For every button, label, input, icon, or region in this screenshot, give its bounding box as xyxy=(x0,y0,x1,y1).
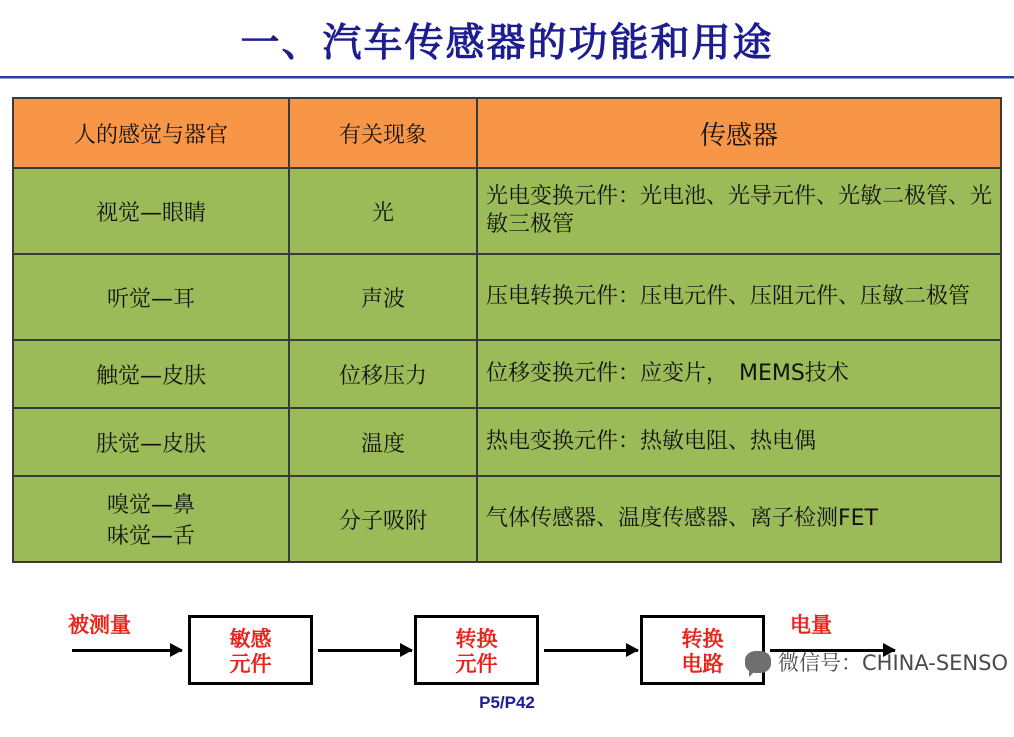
table-row xyxy=(13,408,1001,476)
table-row xyxy=(13,254,1001,340)
cell-organ: 肤觉—皮肤 xyxy=(13,408,289,476)
sensor-table-container xyxy=(12,97,1002,563)
table-body xyxy=(13,168,1001,562)
cell-sensor: 光电变换元件：光电池、光导元件、光敏二极管、光敏三极管 xyxy=(477,168,1001,254)
watermark-text: 微信号：CHINA-SENSO xyxy=(777,651,1008,675)
table-header-row xyxy=(13,98,1001,168)
table-row xyxy=(13,476,1001,562)
table-row xyxy=(13,168,1001,254)
block-transduction-element-line1: 转换 xyxy=(455,627,498,651)
cell-sensor: 位移变换元件：应变片， MEMS技术 xyxy=(477,340,1001,408)
diagram-output-label: 电量 xyxy=(790,613,832,637)
cell-organ: 触觉—皮肤 xyxy=(13,340,289,408)
cell-organ-line1: 嗅觉—鼻 xyxy=(106,493,195,518)
cell-organ: 听觉—耳 xyxy=(13,254,289,340)
block-conversion-circuit-line2: 电路 xyxy=(681,651,724,676)
diagram-input-label: 被测量 xyxy=(68,613,131,637)
cell-phenomenon: 分子吸附 xyxy=(289,476,477,562)
title-divider xyxy=(0,76,1014,79)
table-header xyxy=(13,98,1001,168)
cell-phenomenon: 声波 xyxy=(289,254,477,340)
cell-organ-line2: 味觉—舌 xyxy=(106,524,195,549)
cell-organ: 视觉—眼睛 xyxy=(13,168,289,254)
column-header-organ: 人的感觉与器官 xyxy=(13,98,289,168)
block-transduction-element xyxy=(414,615,539,685)
column-header-phenomenon: 有关现象 xyxy=(289,98,477,168)
cell-phenomenon: 温度 xyxy=(289,408,477,476)
cell-phenomenon: 位移压力 xyxy=(289,340,477,408)
block-sensing-element xyxy=(188,615,313,685)
arrow-1 xyxy=(318,649,412,652)
page-number: P5/P42 xyxy=(479,693,535,712)
page-title: 一、汽车传感器的功能和用途 xyxy=(240,21,774,66)
block-sensing-element-line1: 敏感 xyxy=(229,627,272,651)
block-conversion-circuit-line1: 转换 xyxy=(681,627,724,651)
block-sensing-element-line2: 元件 xyxy=(229,651,272,676)
cell-sensor: 气体传感器、温度传感器、离子检测FET xyxy=(477,476,1001,562)
arrow-input xyxy=(72,649,182,652)
column-header-sensor: 传感器 xyxy=(477,98,1001,168)
watermark xyxy=(745,647,1008,677)
sensor-table xyxy=(12,97,1002,563)
wechat-icon xyxy=(745,651,771,673)
cell-sensor: 热电变换元件：热敏电阻、热电偶 xyxy=(477,408,1001,476)
table-row xyxy=(13,340,1001,408)
cell-organ xyxy=(13,476,289,562)
cell-phenomenon: 光 xyxy=(289,168,477,254)
arrow-2 xyxy=(544,649,638,652)
cell-sensor: 压电转换元件：压电元件、压阻元件、压敏二极管 xyxy=(477,254,1001,340)
block-transduction-element-line2: 元件 xyxy=(455,651,498,676)
